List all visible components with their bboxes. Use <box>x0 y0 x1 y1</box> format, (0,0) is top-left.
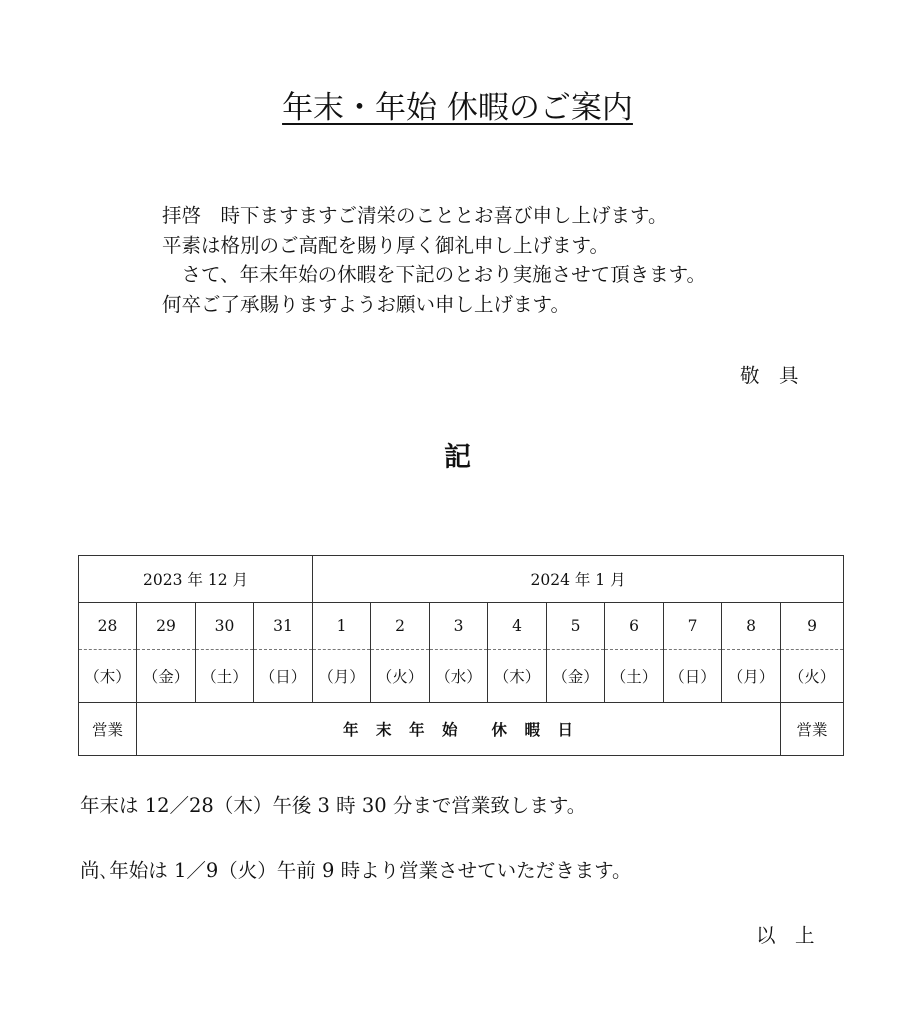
day-cell: 7 <box>664 603 722 650</box>
weekday-row <box>79 650 844 703</box>
day-cell: 28 <box>79 603 137 650</box>
weekday-cell: （月） <box>722 650 781 703</box>
business-open-cell: 営業 <box>79 703 137 756</box>
greeting-paragraph <box>162 201 842 319</box>
ki-heading: 記 <box>444 442 471 473</box>
closing-keigu: 敬 具 <box>740 364 799 387</box>
weekday-cell: （火） <box>371 650 430 703</box>
note-new-year: 尚､年始は 1／9（火）午前 9 時より営業させていただきます。 <box>80 859 632 882</box>
day-cell: 8 <box>722 603 781 650</box>
day-cell: 9 <box>781 603 844 650</box>
day-cell: 31 <box>254 603 313 650</box>
day-row <box>79 603 844 650</box>
status-row <box>79 703 844 756</box>
greeting-line: 何卒ご了承賜りますようお願い申し上げます。 <box>162 292 570 316</box>
note-year-end: 年末は 12／28（木）午後 3 時 30 分まで営業致します。 <box>80 794 587 817</box>
day-cell: 1 <box>313 603 371 650</box>
month-row <box>79 556 844 603</box>
weekday-cell: （金） <box>137 650 196 703</box>
business-open-cell: 営業 <box>781 703 844 756</box>
weekday-cell: （金） <box>547 650 605 703</box>
closing-ijo: 以 上 <box>756 924 815 947</box>
month-cell-2024-01: 2024 年 1 月 <box>313 556 844 603</box>
weekday-cell: （水） <box>430 650 488 703</box>
greeting-line: さて、年末年始の休暇を下記のとおり実施させて頂きます。 <box>162 263 707 286</box>
holiday-calendar-table <box>78 555 844 756</box>
weekday-cell: （木） <box>79 650 137 703</box>
day-cell: 2 <box>371 603 430 650</box>
holiday-period-cell <box>137 703 781 756</box>
day-cell: 30 <box>196 603 254 650</box>
weekday-cell: （木） <box>488 650 547 703</box>
day-cell: 29 <box>137 603 196 650</box>
month-cell-2023-12: 2023 年 12 月 <box>79 556 313 603</box>
day-cell: 6 <box>605 603 664 650</box>
day-cell: 4 <box>488 603 547 650</box>
weekday-cell: （火） <box>781 650 844 703</box>
holiday-period-label: 年 末 年 始 休 暇 日 <box>343 720 575 739</box>
weekday-cell: （日） <box>254 650 313 703</box>
greeting-line: 拝啓 時下ますますご清栄のこととお喜び申し上げます。 <box>162 204 668 227</box>
day-cell: 3 <box>430 603 488 650</box>
greeting-line: 平素は格別のご高配を賜り厚く御礼申し上げます。 <box>162 233 609 257</box>
weekday-cell: （月） <box>313 650 371 703</box>
document-title-text: 年末・年始 休暇のご案内 <box>282 90 633 126</box>
weekday-cell: （土） <box>196 650 254 703</box>
document-title <box>0 86 915 130</box>
weekday-cell: （日） <box>664 650 722 703</box>
day-cell: 5 <box>547 603 605 650</box>
weekday-cell: （土） <box>605 650 664 703</box>
